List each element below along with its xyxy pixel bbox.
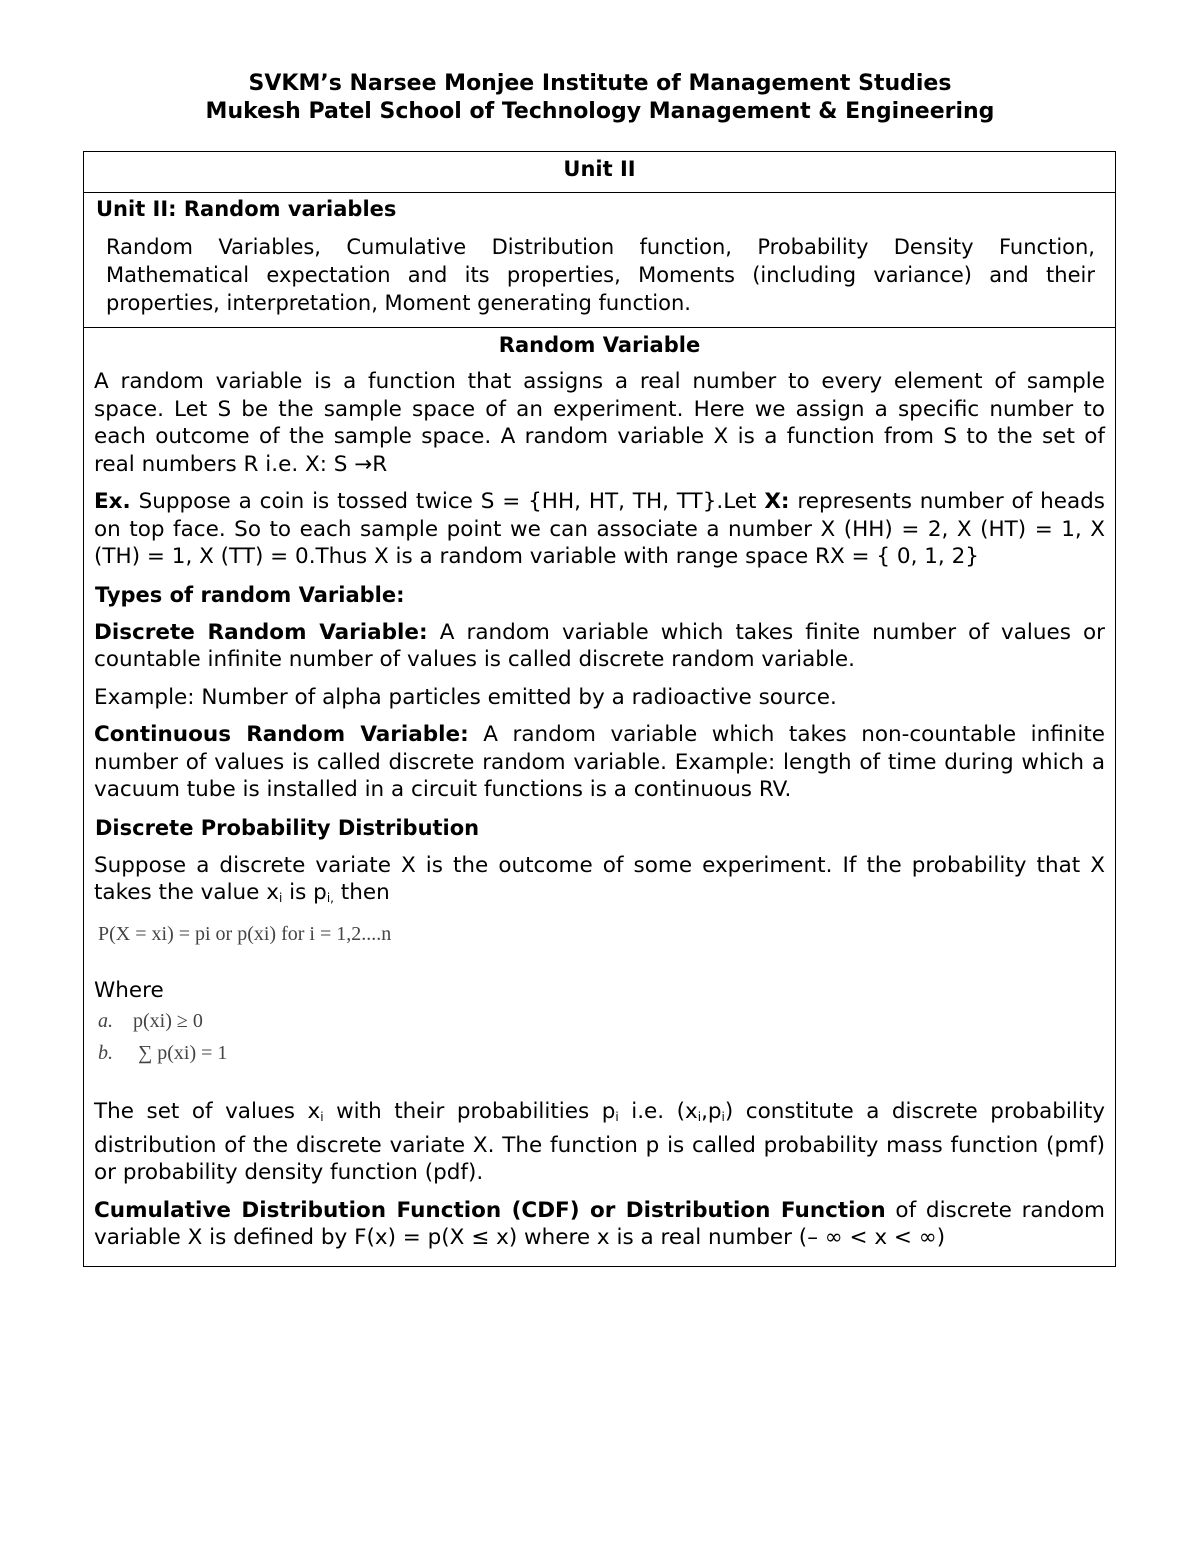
condition-a <box>98 1008 1105 1034</box>
condition-a-label: a. <box>98 1010 113 1032</box>
document-header <box>0 70 1200 126</box>
dpd-intro-sub-2: i, <box>326 891 334 905</box>
example-text-2: represents number of heads on top face. So to each sample point we can associate a number X (HH) = 2, X (HT) = 1, X (TH) = 1, X (TT) = 0.Thus X is a random variable with range space RX = { 0, 1, 2} <box>94 489 1105 569</box>
discrete-example: Example: Number of alpha particles emitted by a radioactive source. <box>94 684 837 710</box>
dpd-intro-text-1: Suppose a discrete variate X is the outcome of some experiment. If the probability that X takes the value x <box>94 852 1105 905</box>
where-label: Where <box>94 977 164 1003</box>
content-table <box>83 151 1116 1267</box>
discrete-label: Discrete Random Variable: <box>94 619 428 645</box>
dpd-intro-text-2: is p <box>282 880 327 905</box>
cdf-text: of discrete random variable X is defined by F(x) = p(X ≤ x) where x is a real number (– ∞ < x < ∞) <box>94 1197 1105 1250</box>
continuous-label: Continuous Random Variable: <box>94 722 469 747</box>
pmf-formula: P(X = xi) = pi or p(xi) for i = 1,2....n <box>98 922 392 945</box>
dpd-intro-text-3: then <box>333 880 390 905</box>
dpd-intro <box>94 852 1105 913</box>
pmf-text-1: The set of values x <box>94 1099 321 1124</box>
random-variable-section <box>84 327 1115 1266</box>
pmf-text-4: ,p <box>701 1099 722 1124</box>
example-text-1: Suppose a coin is tossed twice S = {HH, HT, TH, TT}.Let <box>130 489 765 514</box>
institute-name: SVKM’s Narsee Monjee Institute of Management Studies <box>248 71 952 96</box>
syllabus-heading: Unit II: Random variables <box>96 197 397 221</box>
dpd-intro-sub-1: i <box>278 891 283 905</box>
discrete-paragraph <box>94 619 1105 674</box>
discrete-text: A random variable which takes finite number of values or countable infinite number of values is called discrete random variable. <box>94 619 1105 672</box>
condition-b <box>98 1040 1105 1066</box>
school-name: Mukesh Patel School of Technology Management & Engineering <box>205 99 995 124</box>
definition-paragraph: A random variable is a function that assigns a real number to every element of sample space. Let S be the sample space of an experiment. Here we assign a specific number to each outcome of the sample space. A random variable X is a function from S to the set of real numbers R i.e. X: S →R <box>94 369 1105 477</box>
unit-title: Unit II <box>563 157 636 181</box>
continuous-text: A random variable which takes non-countable infinite number of values is called discrete random variable. Example: length of time during which a vacuum tube is installed in a circuit functions is a continuous RV. <box>94 722 1105 802</box>
dpd-heading: Discrete Probability Distribution <box>95 815 480 840</box>
pmf-text-2: with their probabilities p <box>323 1099 616 1124</box>
example-x: X: <box>764 489 790 514</box>
syllabus-section <box>84 192 1115 327</box>
continuous-paragraph <box>94 721 1105 804</box>
cdf-paragraph <box>94 1197 1105 1252</box>
example-label: Ex. <box>94 489 131 514</box>
cdf-label: Cumulative Distribution Function (CDF) or Distribution Function <box>94 1197 886 1223</box>
section-title: Random Variable <box>498 333 701 357</box>
example-paragraph <box>94 488 1105 571</box>
pmf-text-3: i.e. (x <box>618 1099 698 1124</box>
pmf-paragraph: The set of values $x_i$ with their probabilities $p_i$ i.e. $(x_i,p_i)$ constitute a discrete probability distribution of the discrete variate X. The function p is called probability mass function (pmf) or probability density function (pdf). <box>94 1099 1106 1185</box>
condition-b-label: b. <box>98 1042 113 1064</box>
types-heading: Types of random Variable: <box>95 582 405 607</box>
pmf-text-5: ) constitute a discrete probability distribution of the discrete variate X. The function p is called probability mass function (pmf) or probability density function (pdf). <box>94 1099 1106 1185</box>
syllabus-text: Random Variables, Cumulative Distribution function, Probability Density Function, Mathematical expectation and its properties, Moments (including variance) and their properties, interpretation, Moment generating function. <box>106 235 1095 315</box>
condition-a-text: p(xi) ≥ 0 <box>133 1010 203 1032</box>
condition-b-text: ∑ p(xi) = 1 <box>138 1042 228 1064</box>
